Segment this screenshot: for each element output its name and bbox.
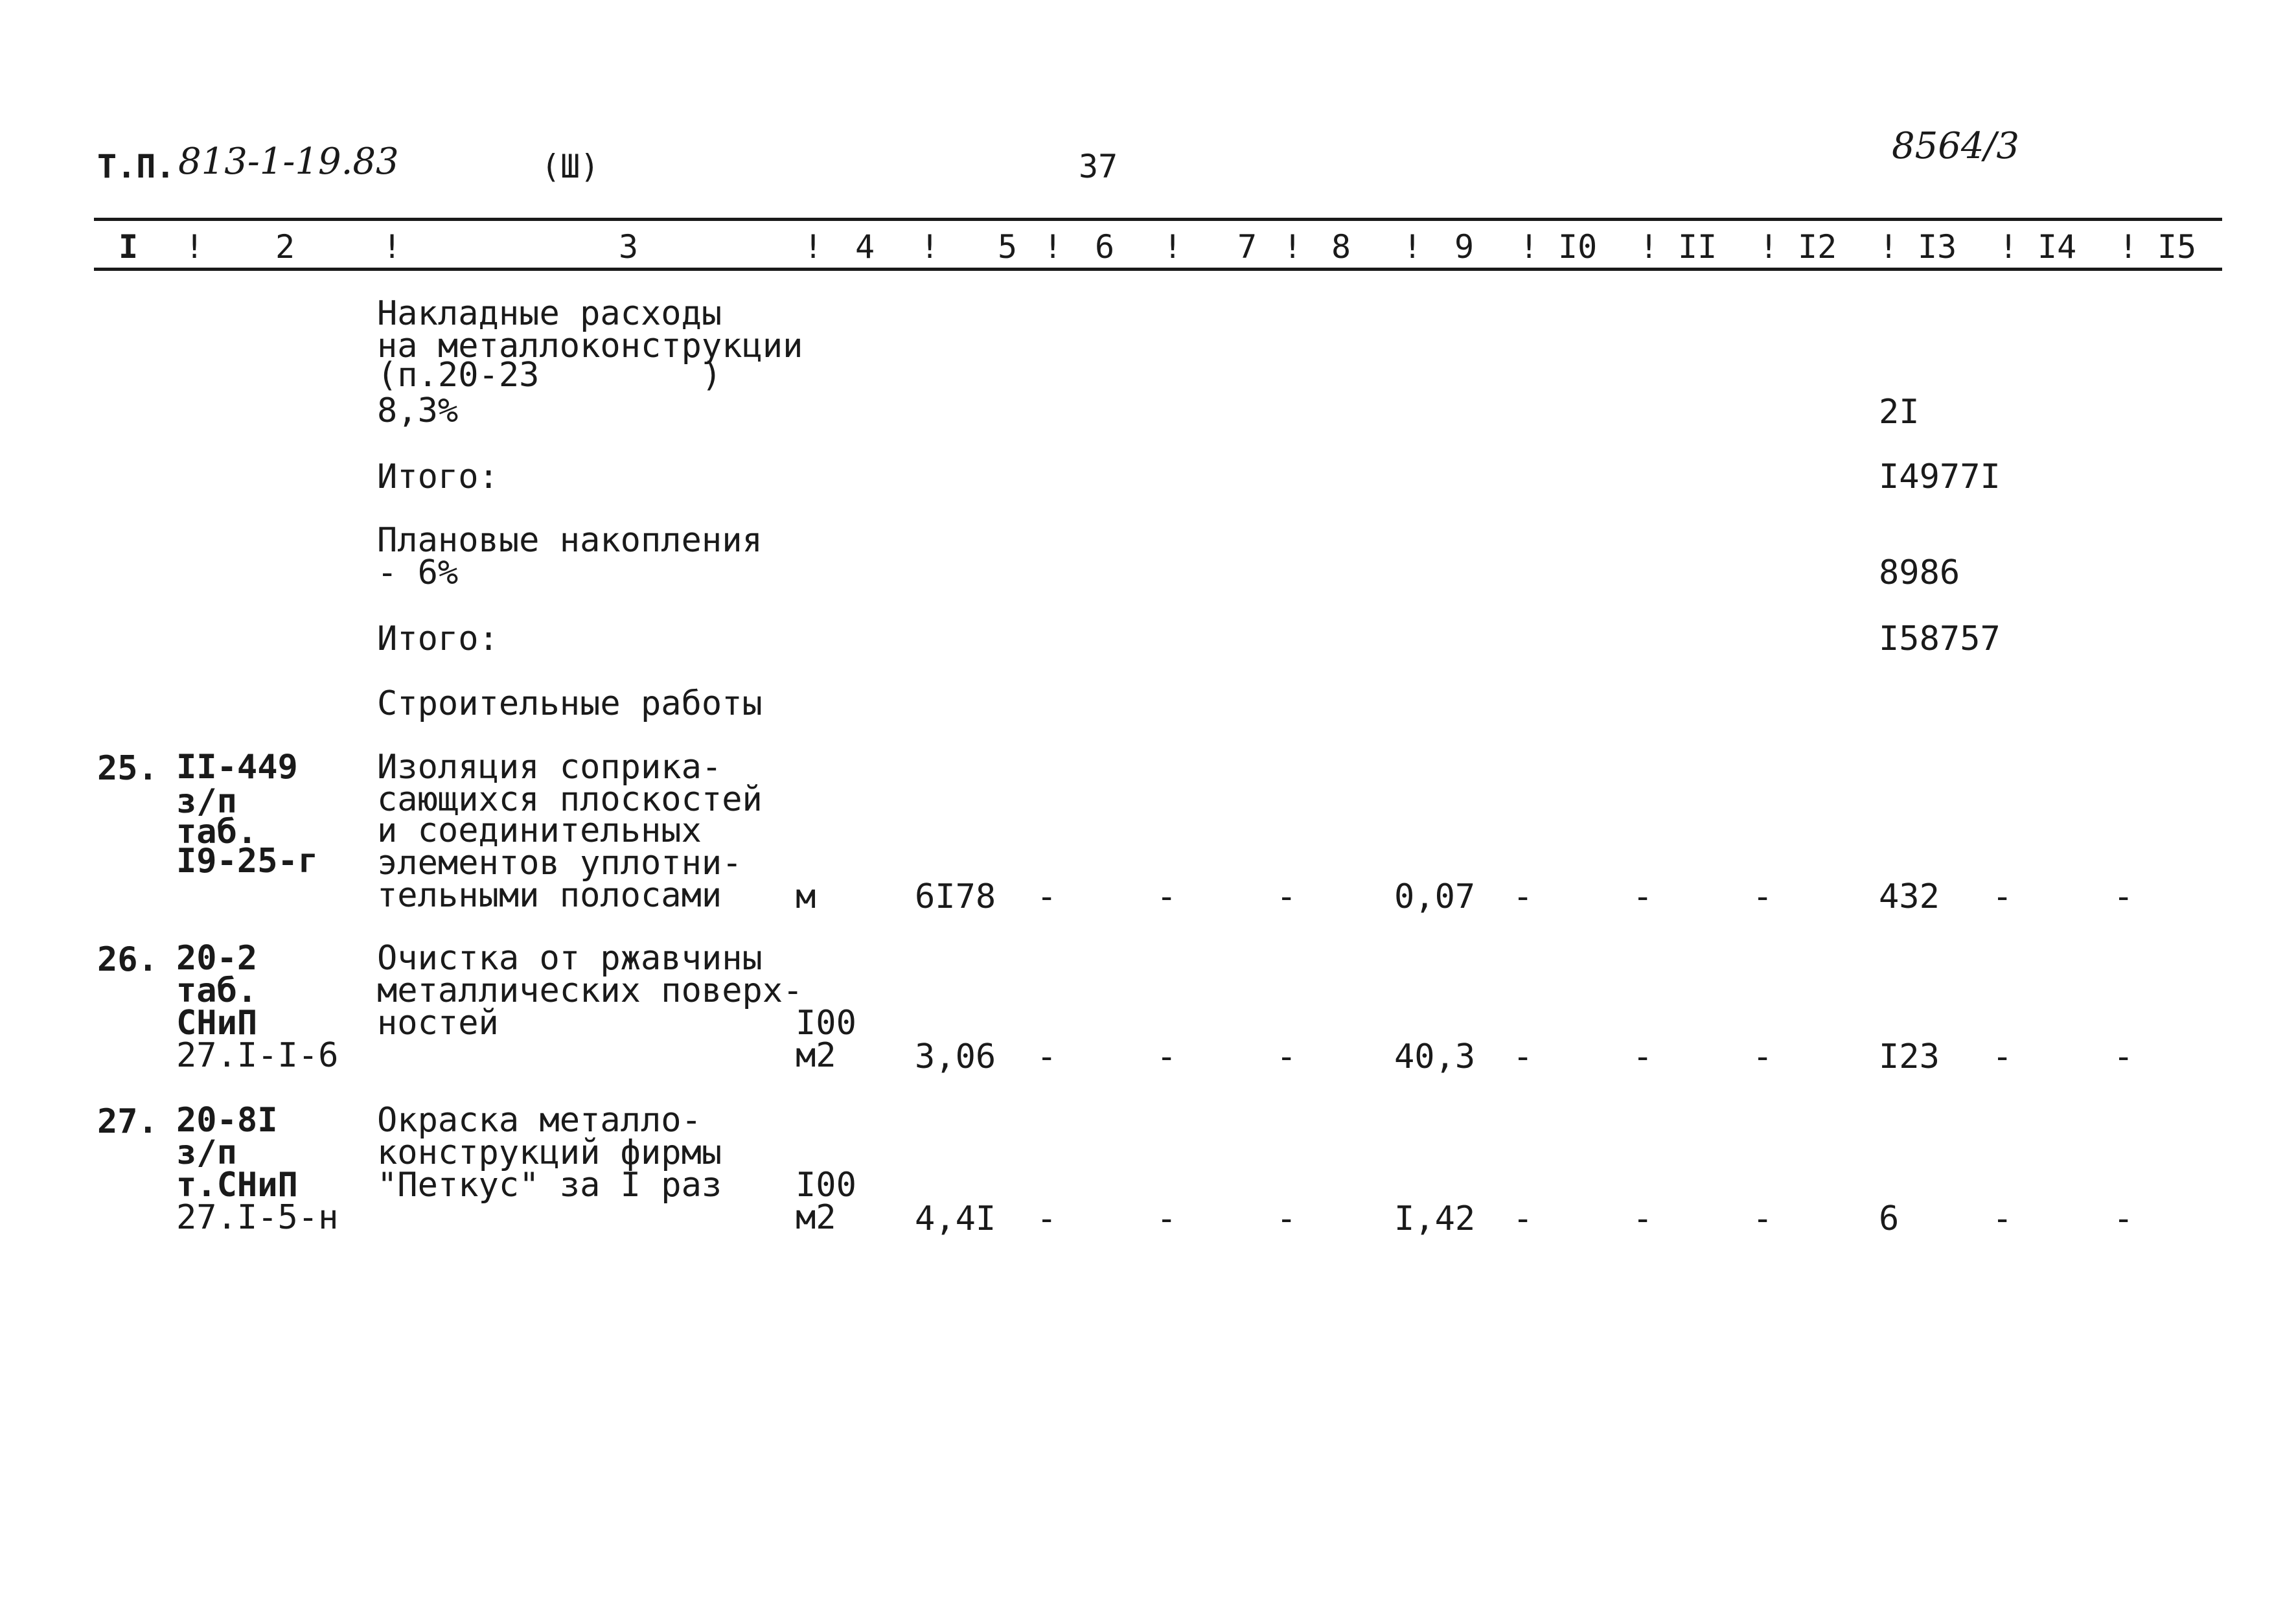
planned-label-line1: Плановые накопления bbox=[377, 521, 763, 560]
row-number: 27. bbox=[97, 1102, 158, 1141]
row-desc-line: сающихся плоскостей bbox=[377, 780, 763, 819]
header-bottom-rule bbox=[94, 268, 2222, 271]
col-header-13: I3 bbox=[1918, 228, 1957, 266]
col-header-6: 6 bbox=[1095, 228, 1115, 266]
col-header-10: I0 bbox=[1558, 228, 1598, 266]
row-desc-line: ностей bbox=[377, 1004, 499, 1043]
col-header-15: I5 bbox=[2157, 228, 2197, 266]
col-header-2: 2 bbox=[275, 228, 295, 266]
planned-label-line2: - 6% bbox=[377, 553, 459, 592]
row-code-line: таб. bbox=[176, 813, 258, 851]
overhead-label-line2: на металлоконструкции bbox=[377, 327, 803, 365]
page-number: 37 bbox=[1079, 148, 1118, 185]
row-number: 25. bbox=[97, 749, 158, 788]
col-sep: ! bbox=[1043, 228, 1063, 266]
row-code-line: з/п bbox=[176, 782, 237, 821]
row-col7: - bbox=[1156, 1199, 1177, 1238]
row-col14: - bbox=[1992, 877, 2013, 916]
col-header-4: 4 bbox=[855, 228, 875, 266]
col-sep: ! bbox=[2118, 228, 2139, 266]
col-sep: ! bbox=[1639, 228, 1659, 266]
row-code-line: т.СНиП bbox=[176, 1166, 298, 1205]
overhead-label-line3: (п.20-23 ) bbox=[377, 356, 722, 395]
row-col10: - bbox=[1513, 1037, 1533, 1076]
row-col11: - bbox=[1633, 1199, 1653, 1238]
album-number: (Ш) bbox=[541, 148, 600, 185]
row-desc-line: Очистка от ржавчины bbox=[377, 939, 763, 978]
row-col9: 0,07 bbox=[1394, 877, 1476, 916]
row-col15: - bbox=[2113, 877, 2134, 916]
planned-value: 8986 bbox=[1879, 553, 1960, 592]
row-col15: - bbox=[2113, 1199, 2134, 1238]
row-desc-line: металлических поверх- bbox=[377, 971, 803, 1010]
col-sep: ! bbox=[1879, 228, 1899, 266]
col-header-7: 7 bbox=[1237, 228, 1257, 266]
row-desc-line: элементов уплотни- bbox=[377, 844, 742, 883]
row-desc-line: "Петкус" за I раз bbox=[377, 1166, 722, 1205]
row-col10: - bbox=[1513, 877, 1533, 916]
row-col11: - bbox=[1633, 877, 1653, 916]
row-desc-line: Окраска металло- bbox=[377, 1101, 702, 1140]
row-col7: - bbox=[1156, 1037, 1177, 1076]
total-value: I58757 bbox=[1879, 619, 2001, 658]
header-top-rule bbox=[94, 218, 2222, 221]
row-unit: м bbox=[796, 877, 816, 916]
row-col13: 432 bbox=[1879, 877, 1940, 916]
row-col12: - bbox=[1752, 1199, 1773, 1238]
section-heading: Строительные работы bbox=[377, 684, 763, 723]
row-code-line: II-449 bbox=[176, 748, 298, 787]
row-col5: 6I78 bbox=[915, 877, 996, 916]
col-header-11: II bbox=[1678, 228, 1717, 266]
row-col15: - bbox=[2113, 1037, 2134, 1076]
row-code-line: з/п bbox=[176, 1133, 237, 1172]
col-sep: ! bbox=[1519, 228, 1539, 266]
total-label: Итого: bbox=[377, 457, 499, 496]
total-label: Итого: bbox=[377, 619, 499, 658]
row-col5: 3,06 bbox=[915, 1037, 996, 1076]
col-header-3: 3 bbox=[619, 228, 639, 266]
row-code-line: таб. bbox=[176, 971, 258, 1010]
col-sep: ! bbox=[920, 228, 940, 266]
row-col6: - bbox=[1037, 1199, 1057, 1238]
col-sep: ! bbox=[803, 228, 823, 266]
row-col5: 4,4I bbox=[915, 1199, 996, 1238]
row-number: 26. bbox=[97, 940, 158, 979]
row-col10: - bbox=[1513, 1199, 1533, 1238]
reference-number: 8564/3 bbox=[1892, 125, 2020, 167]
col-sep: ! bbox=[185, 228, 205, 266]
row-desc-line: тельными полосами bbox=[377, 876, 722, 915]
row-col11: - bbox=[1633, 1037, 1653, 1076]
row-col8: - bbox=[1276, 1037, 1297, 1076]
col-header-8: 8 bbox=[1331, 228, 1351, 266]
row-col13: 6 bbox=[1879, 1199, 1900, 1238]
row-col8: - bbox=[1276, 877, 1297, 916]
row-unit: м2 bbox=[796, 1198, 836, 1237]
row-desc-line: конструкций фирмы bbox=[377, 1133, 722, 1172]
row-col6: - bbox=[1037, 1037, 1057, 1076]
total-value: I4977I bbox=[1879, 457, 2001, 496]
row-col14: - bbox=[1992, 1199, 2013, 1238]
col-header-14: I4 bbox=[2038, 228, 2077, 266]
row-code-line: 27.I-5-н bbox=[176, 1198, 339, 1237]
col-sep: ! bbox=[1163, 228, 1183, 266]
col-header-1: I bbox=[119, 228, 139, 266]
overhead-label-line1: Накладные расходы bbox=[377, 294, 722, 333]
col-sep: ! bbox=[1403, 228, 1423, 266]
row-code-line: СНиП bbox=[176, 1004, 258, 1043]
col-sep: ! bbox=[1759, 228, 1779, 266]
row-col13: I23 bbox=[1879, 1037, 1940, 1076]
row-unit: I00 bbox=[796, 1166, 856, 1205]
row-code-line: 20-8I bbox=[176, 1101, 278, 1140]
col-sep: ! bbox=[1283, 228, 1303, 266]
overhead-rate: 8,3% bbox=[377, 391, 459, 430]
row-col9: 40,3 bbox=[1394, 1037, 1476, 1076]
row-desc-line: Изоляция соприка- bbox=[377, 748, 722, 787]
doc-prefix: Т.П. bbox=[97, 148, 176, 185]
row-desc-line: и соединительных bbox=[377, 811, 702, 850]
row-col6: - bbox=[1037, 877, 1057, 916]
row-code-line: I9-25-г bbox=[176, 842, 319, 881]
doc-number: 813-1-19.83 bbox=[178, 141, 399, 183]
col-sep: ! bbox=[1999, 228, 2019, 266]
row-col12: - bbox=[1752, 877, 1773, 916]
row-col12: - bbox=[1752, 1037, 1773, 1076]
overhead-value: 2I bbox=[1879, 393, 1920, 432]
row-col7: - bbox=[1156, 877, 1177, 916]
row-col9: I,42 bbox=[1394, 1199, 1476, 1238]
row-col14: - bbox=[1992, 1037, 2013, 1076]
row-unit: м2 bbox=[796, 1036, 836, 1075]
col-header-12: I2 bbox=[1798, 228, 1837, 266]
row-code-line: 27.I-I-6 bbox=[176, 1036, 339, 1075]
row-code-line: 20-2 bbox=[176, 939, 258, 978]
col-header-9: 9 bbox=[1454, 228, 1475, 266]
row-col8: - bbox=[1276, 1199, 1297, 1238]
col-sep: ! bbox=[382, 228, 402, 266]
row-unit: I00 bbox=[796, 1004, 856, 1043]
col-header-5: 5 bbox=[998, 228, 1018, 266]
